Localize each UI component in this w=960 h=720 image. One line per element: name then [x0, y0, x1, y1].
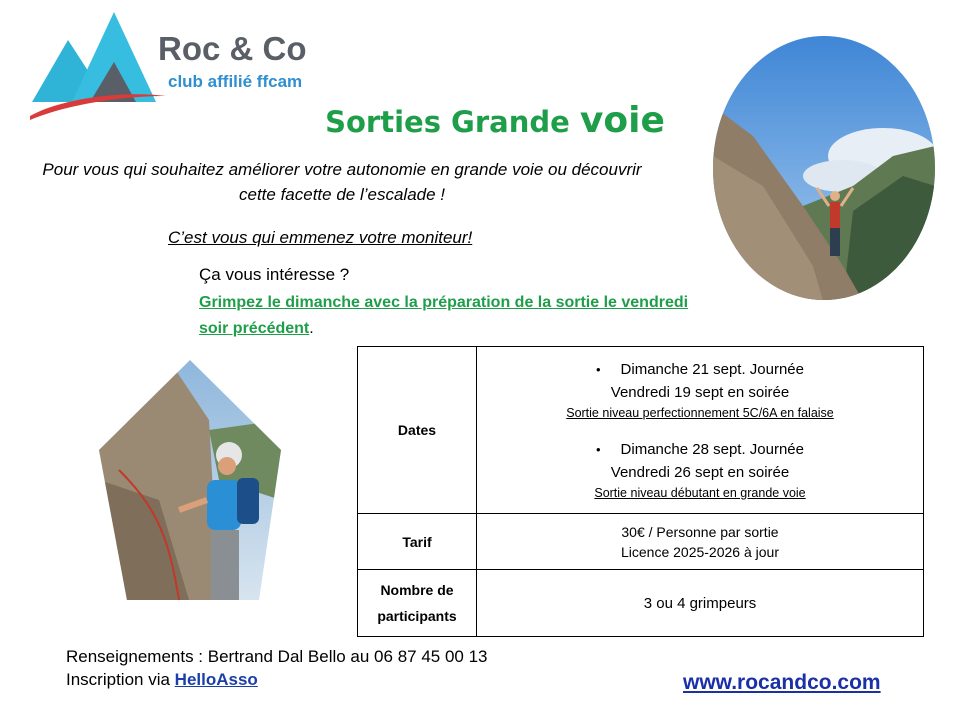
- climber-summit-photo: [713, 36, 935, 301]
- title-part-2: voie: [579, 100, 665, 141]
- participants-label-line-2: participants: [377, 608, 457, 624]
- title-part-1: Sorties Grande: [325, 105, 580, 139]
- climber-belay-photo: [99, 360, 281, 600]
- table-row-participants: [358, 570, 924, 637]
- date-2-friday: Vendredi 26 sept en soirée: [610, 464, 790, 481]
- table-row-dates: [358, 347, 924, 514]
- dates-cell: [477, 347, 924, 514]
- date-2-sunday: Dimanche 28 sept. Journée: [620, 441, 804, 458]
- contact-info: Renseignements : Bertrand Dal Bello au 06 87 45 00 13: [66, 647, 488, 666]
- tarif-price: 30€ / Personne par sortie: [621, 523, 779, 540]
- inscription-line: [66, 668, 488, 691]
- intro-text: Pour vous qui souhaitez améliorer votre autonomie en grande voie ou découvrir cette facette de l’escalade !: [42, 160, 642, 204]
- helloasso-link[interactable]: HelloAsso: [174, 670, 258, 689]
- grimpez-link[interactable]: Grimpez le dimanche avec la préparation de la sortie le vendredi soir précédent: [199, 294, 689, 337]
- moniteur-text: C’est vous qui emmenez votre moniteur!: [168, 228, 473, 247]
- inscription-prefix: Inscription via: [66, 670, 175, 689]
- tarif-licence: Licence 2025-2026 à jour: [620, 543, 779, 560]
- website-link[interactable]: www.rocandco.com: [683, 671, 881, 694]
- outing-info-table: [357, 346, 924, 637]
- participants-value: 3 ou 4 grimpeurs: [477, 570, 924, 637]
- date-1-friday: Vendredi 19 sept en soirée: [610, 384, 790, 401]
- participants-label: [358, 570, 477, 637]
- date-entry-2: [477, 438, 923, 502]
- bullet-icon: •: [595, 442, 601, 457]
- date-1-note: Sortie niveau perfectionnement 5C/6A en falaise: [566, 406, 834, 420]
- table-row-tarif: [358, 514, 924, 570]
- dates-label: Dates: [358, 347, 477, 514]
- brand-tagline: club affilié ffcam: [168, 72, 303, 91]
- bullet-icon: •: [595, 362, 601, 377]
- interest-question: Ça vous intéresse ?: [199, 265, 350, 284]
- tarif-label: Tarif: [358, 514, 477, 570]
- brand-name: Roc & Co: [158, 30, 307, 67]
- grimpez-text: [199, 290, 699, 342]
- grimpez-trailing-period: .: [309, 320, 314, 337]
- date-1-sunday: Dimanche 21 sept. Journée: [620, 361, 804, 378]
- tarif-cell: [477, 514, 924, 570]
- participants-label-line-1: Nombre de: [380, 582, 454, 598]
- contact-block: [66, 645, 488, 691]
- date-2-note: Sortie niveau débutant en grande voie: [594, 486, 806, 500]
- date-entry-1: [477, 358, 923, 422]
